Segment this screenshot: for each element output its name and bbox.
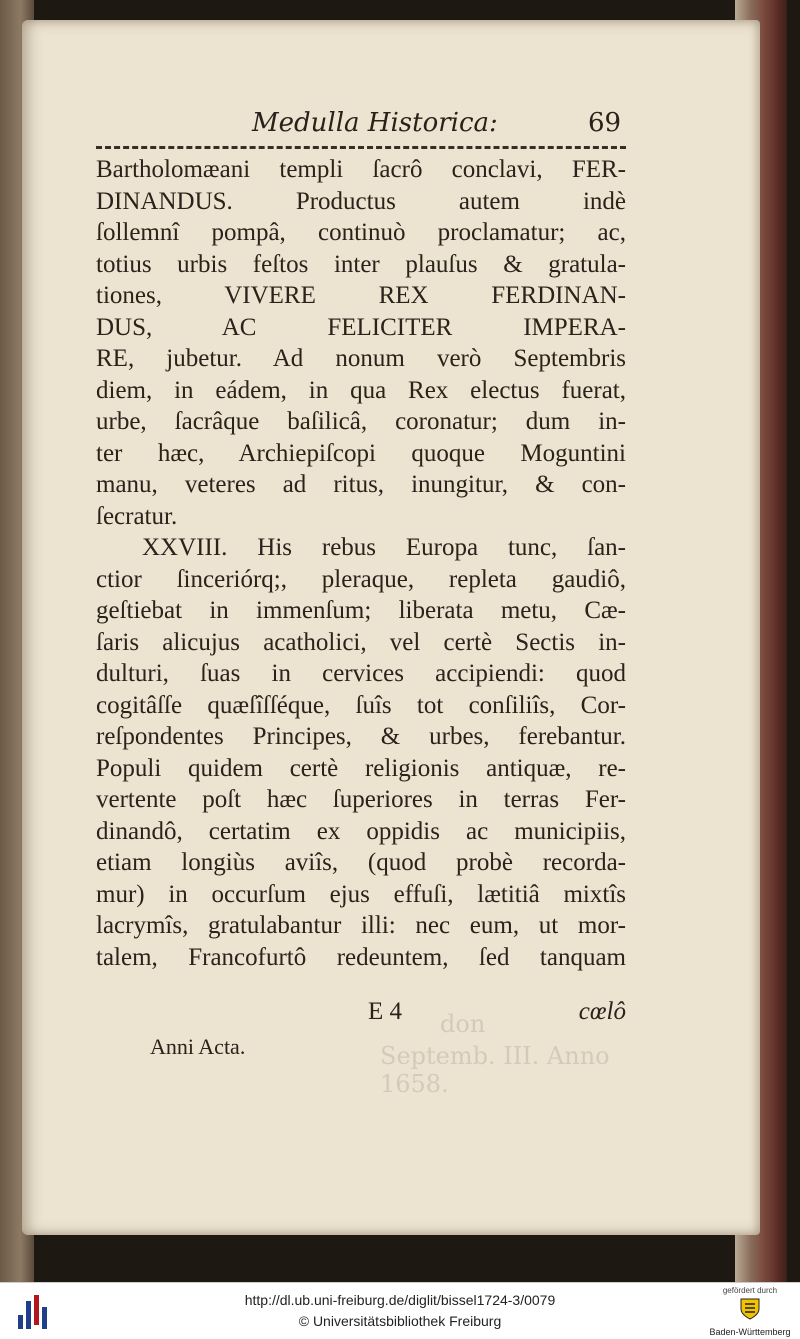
bleed-through-line: Septemb. III. Anno 1658.: [380, 1042, 610, 1098]
body-text: [96, 154, 626, 973]
text-line: DUS, AC FELICITER IMPERA-: [96, 313, 626, 341]
catchword: cœlô: [578, 998, 626, 1025]
text-line: ter hæc, Archiepiſcopi quoque Moguntini: [96, 439, 626, 467]
funder-logo: [708, 1286, 792, 1337]
text-line: etiam longiùs aviîs, (quod probè recorda-: [96, 849, 626, 876]
text-line: dulturi, ſuas in cervices accipiendi: quod: [96, 660, 626, 687]
page-number: 69: [588, 108, 622, 138]
bleed-through-line: don: [440, 1010, 486, 1038]
text-line: ſaris alicujus acatholici, vel certè Sectis in-: [96, 628, 626, 656]
text-line: Bartholomæani templi ſacrô conclavi, FER-: [96, 156, 626, 183]
text-line: reſpondentes Principes, & urbes, ferebantur.: [96, 723, 626, 750]
head-rule: [96, 146, 626, 149]
text-line: ctior ſinceriórq;, pleraque, repleta gaudiô,: [96, 565, 626, 593]
state-crest-icon: [739, 1297, 761, 1321]
text-line: DINANDUS. Productus autem indè: [96, 187, 626, 215]
copyright-notice: © Universitätsbibliothek Freiburg: [298, 1313, 502, 1329]
text-line: mur) in occurſum ejus effuſi, lætitiâ mixtîs: [96, 880, 626, 908]
funder-name: Baden-Württemberg: [709, 1327, 791, 1337]
running-head: Medulla Historica:: [252, 108, 498, 138]
footer-bar: [0, 1282, 800, 1339]
text-line: geſtiebat in immenſum; liberata metu, Cæ-: [96, 597, 626, 624]
text-line: tiones, VIVERE REX FERDINAN-: [96, 282, 626, 309]
permalink-url[interactable]: http://dl.ub.uni-freiburg.de/diglit/bissel1724-3/0079: [244, 1292, 556, 1308]
text-line: Populi quidem certè religionis antiquæ, re-: [96, 754, 626, 782]
text-line: diem, in eádem, in qua Rex electus fuerat,: [96, 376, 626, 404]
handwritten-annotation: Anni Acta.: [150, 1034, 246, 1059]
text-line: totius urbis feſtos inter plauſus & gratula-: [96, 250, 626, 278]
signature-mark: E 4: [368, 998, 403, 1025]
text-line: ſollemnî pompâ, continuò proclamatur; ac,: [96, 219, 626, 246]
text-line: vertente poſt hæc ſuperiores in terras Fer-: [96, 786, 626, 813]
text-line: lacrymîs, gratulabantur illi: nec eum, ut mor-: [96, 912, 626, 939]
funder-caption: gefördert durch: [722, 1286, 778, 1295]
text-line: cogitâſſe quæſîſſéque, ſuîs tot conſiliîs, Cor-: [96, 691, 626, 719]
text-line: dinandô, certatim ex oppidis ac municipiis,: [96, 817, 626, 845]
text-line: RE, jubetur. Ad nonum verò Septembris: [96, 345, 626, 372]
text-line: ſecratur.: [96, 502, 178, 530]
text-line: talem, Francofurtô redeuntem, ſed tanquam: [96, 943, 626, 971]
bleed-through-text: [300, 1010, 640, 1098]
text-line: urbe, ſacrâque baſilicâ, coronatur; dum in-: [96, 408, 626, 435]
section-heading-line: XXVIII. His rebus Europa tunc, ſan-: [142, 534, 626, 561]
text-line: manu, veteres ad ritus, inungitur, & con-: [96, 471, 626, 498]
